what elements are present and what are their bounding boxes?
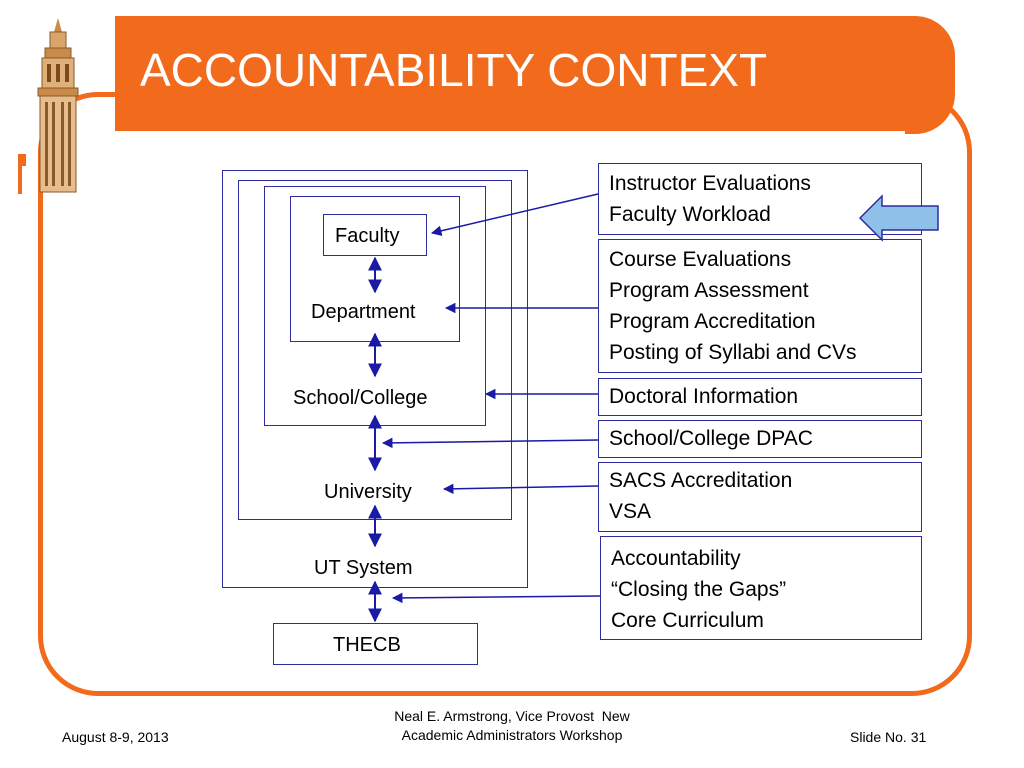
info-line: VSA <box>609 500 652 523</box>
info-line: “Closing the Gaps” <box>611 578 787 601</box>
info-line: Faculty Workload <box>609 203 771 226</box>
faculty-info-arrow <box>432 194 598 233</box>
thecb-label: THECB <box>333 634 401 656</box>
info-line: Accountability <box>611 547 741 570</box>
info-line: Course Evaluations <box>609 248 792 271</box>
university-label: University <box>324 481 412 503</box>
faculty-label: Faculty <box>335 225 400 247</box>
info-line: Instructor Evaluations <box>609 172 811 195</box>
department-label: Department <box>311 301 416 323</box>
info-line: Doctoral Information <box>609 385 799 408</box>
footer-slide-number: Slide No. 31 <box>850 729 927 745</box>
footer-date: August 8-9, 2013 <box>62 729 169 745</box>
info-line: Posting of Syllabi and CVs <box>609 341 857 364</box>
info-line: Program Accreditation <box>609 310 816 333</box>
info-line: SACS Accreditation <box>609 469 793 492</box>
ut-system-label: UT System <box>314 557 413 579</box>
slide-title: ACCOUNTABILITY CONTEXT <box>140 44 768 96</box>
info-line: Core Curriculum <box>611 609 764 632</box>
footer-presenter <box>352 707 672 745</box>
university-info-arrow <box>444 486 598 489</box>
footer-presenter-line: Academic Administrators Workshop <box>401 727 623 743</box>
info-line: Program Assessment <box>609 279 809 302</box>
dpac-info-arrow <box>383 440 598 443</box>
info-line: School/College DPAC <box>609 427 813 450</box>
left-arrow-icon <box>858 194 942 242</box>
footer-presenter-line: Neal E. Armstrong, Vice Provost New <box>394 708 630 724</box>
school-college-label: School/College <box>293 387 428 409</box>
system-info-arrow <box>393 596 600 598</box>
